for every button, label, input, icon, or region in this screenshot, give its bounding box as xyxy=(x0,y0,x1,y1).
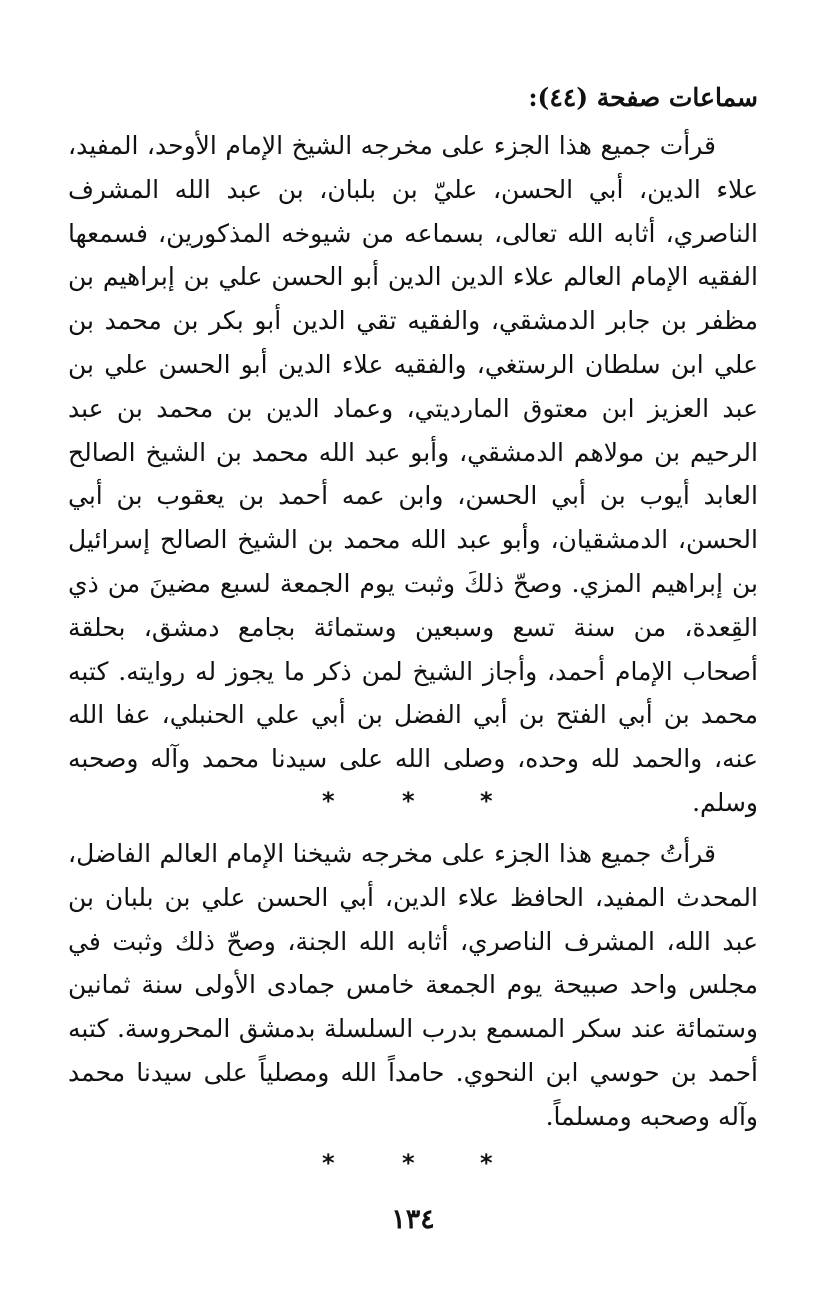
page-number: ١٣٤ xyxy=(391,1204,435,1235)
paragraph-second-sama: قرأتُ جميع هذا الجزء على مخرجه شيخنا الإمام العالم الفاضل، المحدث المفيد، الحافظ علاء الدين، أبي الحسن علي بن بلبان بن عبد الله، المشرف الناصري، أثابه الله الجنة، وصحّ ذلك وثبت في مجلس واحد صبيحة يوم الجمعة خامس جمادى الأولى سنة ثمانين وستمائة عند سكر المسمع بدرب السلسلة بدمشق المحروسة. كتبه أحمد بن حوسي ابن النحوي. حامداً الله ومصلياً على سيدنا محمد وآله وصحبه ومسلماً. xyxy=(68,839,758,1131)
paragraph-first-sama: قرأت جميع هذا الجزء على مخرجه الشيخ الإمام الأوحد، المفيد، علاء الدين، أبي الحسن، عليّ بن بلبان، بن عبد الله المشرف الناصري، أثابه الله تعالى، بسماعه من شيوخه المذكورين، فسمعها الفقيه الإمام العالم علاء الدين الدين أبو الحسن علي بن إبراهيم بن مظفر بن جابر الدمشقي، والفقيه تقي الدين أبو بكر بن محمد بن علي ابن سلطان الرستغي، والفقيه علاء الدين أبو الحسن علي بن عبد العزيز ابن معتوق الماردیتي، وعماد الدين بن محمد بن عبد الرحيم بن مولاهم الدمشقي، وأبو عبد الله محمد بن الشيخ الصالح العابد أيوب بن أبي الحسن، وابن عمه أحمد بن يعقوب بن أبي الحسن، الدمشقيان، وأبو عبد الله محمد بن الشيخ الصالح إسرائيل بن إبراهيم المزي. وصحّ ذلكَ وثبت يوم الجمعة لسبع مضينَ من ذي القِعدة، من سنة تسع وسبعين وستمائة بجامع دمشق، بحلقة أصحاب الإمام أحمد، وأجاز الشيخ لمن ذكر ما يجوز له روايته. كتبه محمد بن أبي الفتح بن أبي الفضل بن أبي علي الحنبلي، عفا الله عنه، والحمد لله وحده، وصلى الله على سيدنا محمد وآله وصحبه وسلم. xyxy=(68,131,758,817)
section-heading: سماعات صفحة (٤٤): xyxy=(528,83,758,112)
asterisk-ornament: * xyxy=(402,1149,415,1177)
asterisk-separator xyxy=(0,786,826,816)
asterisk-ornament: * xyxy=(480,787,493,815)
asterisk-ornament: * xyxy=(322,787,335,815)
asterisk-ornament: * xyxy=(480,1149,493,1177)
asterisk-ornament: * xyxy=(322,1149,335,1177)
asterisk-ornament: * xyxy=(402,787,415,815)
asterisk-separator xyxy=(0,1148,826,1178)
